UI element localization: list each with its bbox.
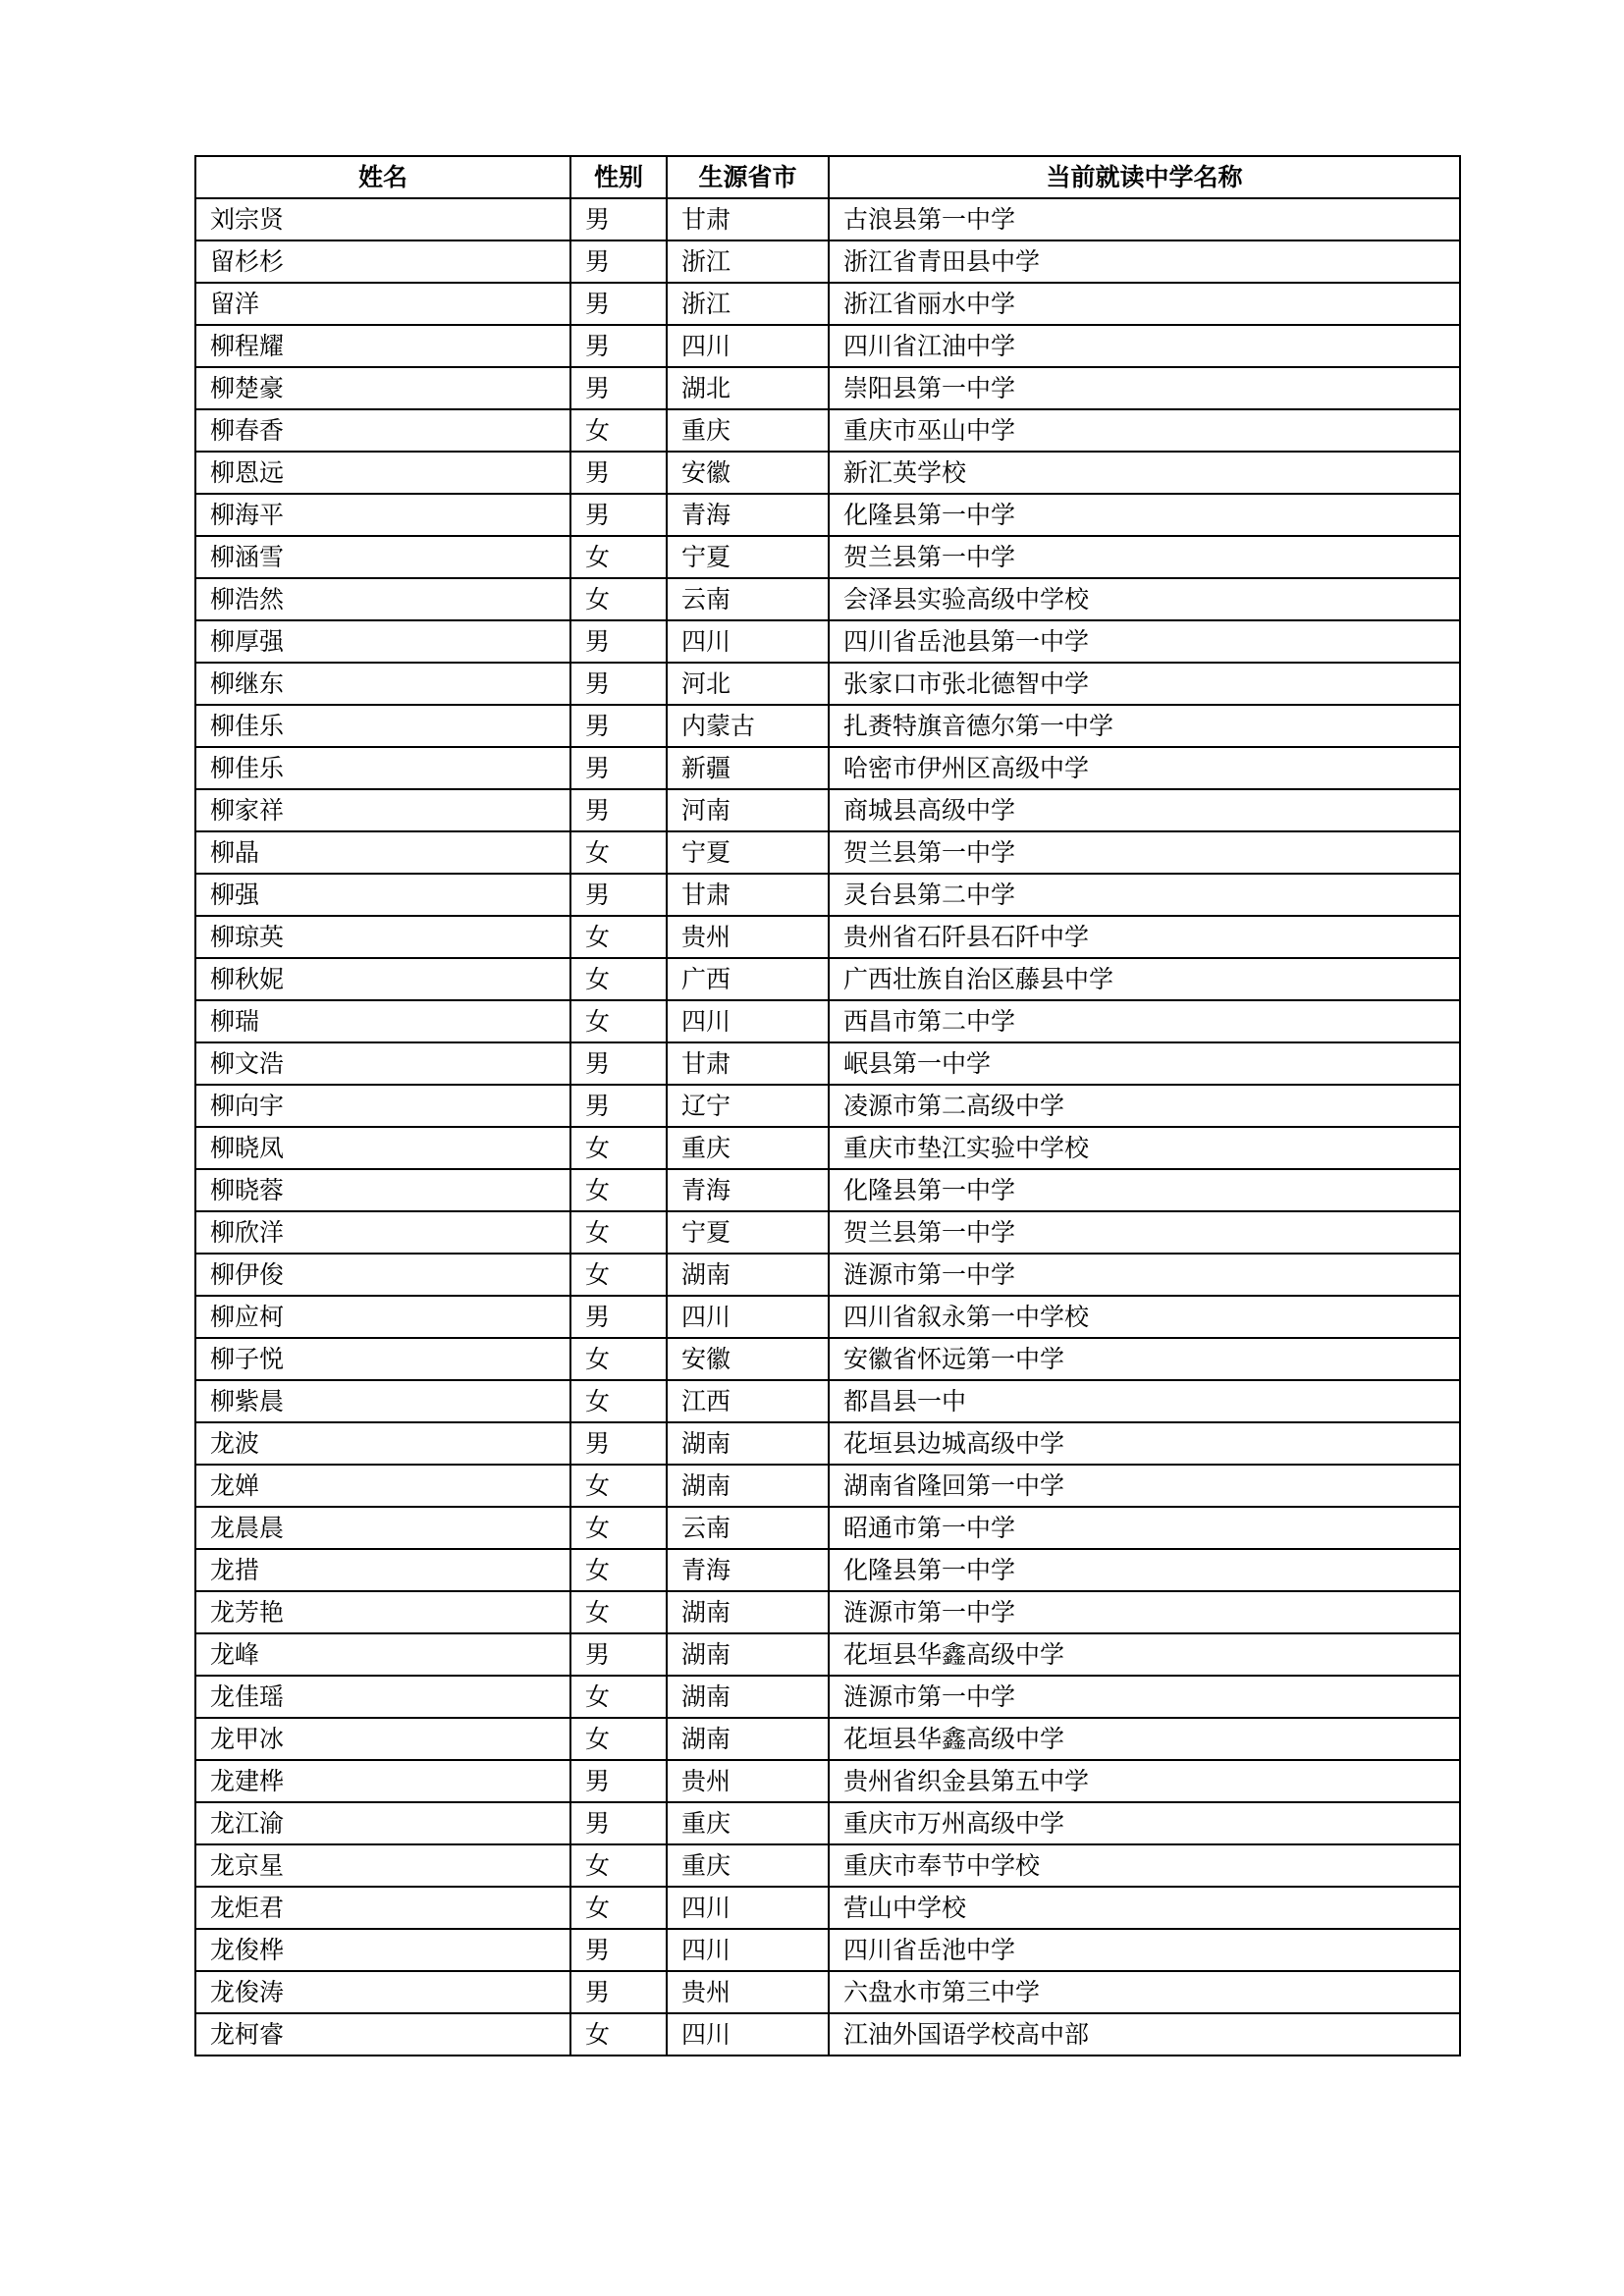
table-row: [195, 198, 1460, 240]
cell-province: 宁夏: [667, 1211, 829, 1254]
cell-school: 贺兰县第一中学: [829, 831, 1460, 874]
table-row: [195, 1718, 1460, 1760]
cell-province: 湖南: [667, 1254, 829, 1296]
cell-gender: 男: [570, 747, 667, 789]
cell-gender: 男: [570, 789, 667, 831]
table-row: [195, 1676, 1460, 1718]
cell-school: 崇阳县第一中学: [829, 367, 1460, 409]
cell-gender: 男: [570, 240, 667, 283]
cell-province: 重庆: [667, 1802, 829, 1844]
cell-gender: 女: [570, 1465, 667, 1507]
table-row: [195, 1760, 1460, 1802]
cell-gender: 女: [570, 536, 667, 578]
table-row: [195, 536, 1460, 578]
cell-gender: 女: [570, 958, 667, 1000]
cell-province: 云南: [667, 1507, 829, 1549]
cell-school: 贺兰县第一中学: [829, 536, 1460, 578]
cell-name: 柳家祥: [195, 789, 570, 831]
table-row: [195, 283, 1460, 325]
cell-name: 柳瑞: [195, 1000, 570, 1042]
cell-province: 青海: [667, 1549, 829, 1591]
cell-name: 龙柯睿: [195, 2013, 570, 2056]
cell-school: 哈密市伊州区高级中学: [829, 747, 1460, 789]
cell-school: 灵台县第二中学: [829, 874, 1460, 916]
cell-school: 营山中学校: [829, 1887, 1460, 1929]
cell-name: 柳伊俊: [195, 1254, 570, 1296]
cell-gender: 男: [570, 367, 667, 409]
cell-school: 凌源市第二高级中学: [829, 1085, 1460, 1127]
cell-name: 刘宗贤: [195, 198, 570, 240]
cell-school: 贺兰县第一中学: [829, 1211, 1460, 1254]
cell-school: 会泽县实验高级中学校: [829, 578, 1460, 620]
cell-gender: 女: [570, 916, 667, 958]
cell-province: 宁夏: [667, 536, 829, 578]
cell-gender: 男: [570, 1633, 667, 1676]
cell-province: 浙江: [667, 283, 829, 325]
cell-name: 柳晶: [195, 831, 570, 874]
table-row: [195, 1802, 1460, 1844]
cell-province: 云南: [667, 578, 829, 620]
cell-province: 四川: [667, 1296, 829, 1338]
table-row: [195, 1338, 1460, 1380]
cell-province: 四川: [667, 1929, 829, 1971]
cell-gender: 男: [570, 1929, 667, 1971]
table-row: [195, 1169, 1460, 1211]
cell-province: 青海: [667, 1169, 829, 1211]
cell-name: 龙晨晨: [195, 1507, 570, 1549]
table-row: [195, 1507, 1460, 1549]
cell-gender: 女: [570, 831, 667, 874]
cell-gender: 男: [570, 705, 667, 747]
cell-school: 扎赉特旗音德尔第一中学: [829, 705, 1460, 747]
cell-school: 江油外国语学校高中部: [829, 2013, 1460, 2056]
cell-name: 柳强: [195, 874, 570, 916]
cell-name: 柳向宇: [195, 1085, 570, 1127]
cell-school: 浙江省丽水中学: [829, 283, 1460, 325]
cell-province: 浙江: [667, 240, 829, 283]
cell-province: 广西: [667, 958, 829, 1000]
table-row: [195, 1971, 1460, 2013]
table-row: [195, 1380, 1460, 1422]
table-row: [195, 1844, 1460, 1887]
cell-province: 贵州: [667, 1971, 829, 2013]
table-row: [195, 367, 1460, 409]
table-row: [195, 1887, 1460, 1929]
cell-province: 江西: [667, 1380, 829, 1422]
table-row: [195, 1211, 1460, 1254]
cell-school: 湖南省隆回第一中学: [829, 1465, 1460, 1507]
cell-province: 安徽: [667, 452, 829, 494]
cell-gender: 男: [570, 1422, 667, 1465]
cell-province: 四川: [667, 2013, 829, 2056]
cell-gender: 女: [570, 578, 667, 620]
cell-name: 龙建桦: [195, 1760, 570, 1802]
cell-school: 化隆县第一中学: [829, 494, 1460, 536]
header-gender: 性别: [570, 156, 667, 198]
cell-province: 重庆: [667, 1127, 829, 1169]
cell-name: 龙波: [195, 1422, 570, 1465]
cell-name: 柳佳乐: [195, 747, 570, 789]
cell-name: 龙芳艳: [195, 1591, 570, 1633]
cell-gender: 女: [570, 1000, 667, 1042]
cell-name: 柳继东: [195, 663, 570, 705]
cell-province: 青海: [667, 494, 829, 536]
table-row: [195, 452, 1460, 494]
cell-province: 湖南: [667, 1676, 829, 1718]
student-table: [194, 155, 1461, 2056]
cell-school: 商城县高级中学: [829, 789, 1460, 831]
cell-school: 张家口市张北德智中学: [829, 663, 1460, 705]
cell-province: 四川: [667, 325, 829, 367]
cell-name: 龙京星: [195, 1844, 570, 1887]
cell-school: 涟源市第一中学: [829, 1254, 1460, 1296]
cell-school: 重庆市巫山中学: [829, 409, 1460, 452]
table-row: [195, 2013, 1460, 2056]
cell-gender: 女: [570, 1676, 667, 1718]
cell-school: 新汇英学校: [829, 452, 1460, 494]
table-row: [195, 1929, 1460, 1971]
table-row: [195, 1591, 1460, 1633]
cell-school: 岷县第一中学: [829, 1042, 1460, 1085]
cell-gender: 女: [570, 1127, 667, 1169]
cell-gender: 男: [570, 452, 667, 494]
cell-province: 四川: [667, 1000, 829, 1042]
cell-gender: 男: [570, 1971, 667, 2013]
cell-name: 柳恩远: [195, 452, 570, 494]
cell-gender: 男: [570, 620, 667, 663]
cell-name: 柳晓蓉: [195, 1169, 570, 1211]
table-row: [195, 1085, 1460, 1127]
cell-school: 古浪县第一中学: [829, 198, 1460, 240]
header-province: 生源省市: [667, 156, 829, 198]
cell-school: 四川省江油中学: [829, 325, 1460, 367]
table-header-row: [195, 156, 1460, 198]
cell-gender: 女: [570, 1380, 667, 1422]
cell-school: 昭通市第一中学: [829, 1507, 1460, 1549]
cell-gender: 男: [570, 1296, 667, 1338]
cell-name: 柳浩然: [195, 578, 570, 620]
cell-gender: 女: [570, 1549, 667, 1591]
cell-school: 贵州省织金县第五中学: [829, 1760, 1460, 1802]
table-row: [195, 831, 1460, 874]
cell-gender: 男: [570, 494, 667, 536]
table-row: [195, 663, 1460, 705]
cell-school: 浙江省青田县中学: [829, 240, 1460, 283]
table-row: [195, 958, 1460, 1000]
cell-gender: 男: [570, 1042, 667, 1085]
cell-name: 柳厚强: [195, 620, 570, 663]
cell-gender: 男: [570, 1802, 667, 1844]
cell-gender: 男: [570, 874, 667, 916]
cell-province: 湖南: [667, 1591, 829, 1633]
table-row: [195, 916, 1460, 958]
cell-school: 涟源市第一中学: [829, 1591, 1460, 1633]
cell-province: 湖南: [667, 1633, 829, 1676]
cell-province: 重庆: [667, 1844, 829, 1887]
cell-province: 湖北: [667, 367, 829, 409]
cell-name: 柳欣洋: [195, 1211, 570, 1254]
cell-school: 四川省岳池县第一中学: [829, 620, 1460, 663]
cell-province: 安徽: [667, 1338, 829, 1380]
cell-name: 柳紫晨: [195, 1380, 570, 1422]
table-row: [195, 1422, 1460, 1465]
cell-name: 柳琼英: [195, 916, 570, 958]
cell-school: 贵州省石阡县石阡中学: [829, 916, 1460, 958]
table-row: [195, 1549, 1460, 1591]
cell-name: 龙甲冰: [195, 1718, 570, 1760]
cell-name: 留杉杉: [195, 240, 570, 283]
cell-name: 柳应柯: [195, 1296, 570, 1338]
cell-province: 贵州: [667, 1760, 829, 1802]
cell-name: 柳海平: [195, 494, 570, 536]
cell-gender: 男: [570, 325, 667, 367]
cell-province: 四川: [667, 1887, 829, 1929]
cell-name: 龙佳瑶: [195, 1676, 570, 1718]
cell-school: 安徽省怀远第一中学: [829, 1338, 1460, 1380]
cell-province: 河南: [667, 789, 829, 831]
cell-gender: 女: [570, 1507, 667, 1549]
cell-gender: 女: [570, 1254, 667, 1296]
cell-province: 四川: [667, 620, 829, 663]
cell-province: 内蒙古: [667, 705, 829, 747]
table-row: [195, 1465, 1460, 1507]
cell-school: 六盘水市第三中学: [829, 1971, 1460, 2013]
cell-province: 甘肃: [667, 1042, 829, 1085]
cell-gender: 女: [570, 1718, 667, 1760]
cell-school: 花垣县边城高级中学: [829, 1422, 1460, 1465]
table-row: [195, 325, 1460, 367]
cell-gender: 女: [570, 2013, 667, 2056]
cell-name: 柳秋妮: [195, 958, 570, 1000]
cell-name: 龙婵: [195, 1465, 570, 1507]
table-row: [195, 874, 1460, 916]
cell-province: 宁夏: [667, 831, 829, 874]
cell-gender: 男: [570, 198, 667, 240]
cell-name: 柳佳乐: [195, 705, 570, 747]
cell-name: 柳文浩: [195, 1042, 570, 1085]
cell-gender: 女: [570, 1169, 667, 1211]
cell-province: 甘肃: [667, 198, 829, 240]
cell-gender: 女: [570, 1591, 667, 1633]
cell-name: 龙炬君: [195, 1887, 570, 1929]
cell-province: 甘肃: [667, 874, 829, 916]
table-row: [195, 705, 1460, 747]
cell-name: 龙措: [195, 1549, 570, 1591]
table-row: [195, 1254, 1460, 1296]
table-row: [195, 1296, 1460, 1338]
cell-school: 花垣县华鑫高级中学: [829, 1718, 1460, 1760]
cell-gender: 男: [570, 1085, 667, 1127]
cell-name: 柳楚豪: [195, 367, 570, 409]
cell-school: 化隆县第一中学: [829, 1549, 1460, 1591]
cell-province: 湖南: [667, 1718, 829, 1760]
cell-name: 柳程耀: [195, 325, 570, 367]
table-row: [195, 747, 1460, 789]
cell-gender: 男: [570, 663, 667, 705]
cell-school: 四川省叙永第一中学校: [829, 1296, 1460, 1338]
cell-name: 龙俊桦: [195, 1929, 570, 1971]
cell-gender: 男: [570, 283, 667, 325]
cell-school: 广西壮族自治区藤县中学: [829, 958, 1460, 1000]
table-row: [195, 1633, 1460, 1676]
cell-province: 辽宁: [667, 1085, 829, 1127]
cell-school: 化隆县第一中学: [829, 1169, 1460, 1211]
cell-name: 留洋: [195, 283, 570, 325]
cell-gender: 女: [570, 1887, 667, 1929]
cell-name: 柳晓凤: [195, 1127, 570, 1169]
cell-province: 湖南: [667, 1465, 829, 1507]
cell-province: 湖南: [667, 1422, 829, 1465]
cell-province: 河北: [667, 663, 829, 705]
table-row: [195, 240, 1460, 283]
table-row: [195, 1127, 1460, 1169]
cell-province: 重庆: [667, 409, 829, 452]
header-name: 姓名: [195, 156, 570, 198]
cell-school: 重庆市奉节中学校: [829, 1844, 1460, 1887]
cell-gender: 男: [570, 1760, 667, 1802]
cell-province: 新疆: [667, 747, 829, 789]
cell-school: 重庆市万州高级中学: [829, 1802, 1460, 1844]
cell-gender: 女: [570, 1844, 667, 1887]
table-row: [195, 1000, 1460, 1042]
table-row: [195, 409, 1460, 452]
cell-school: 涟源市第一中学: [829, 1676, 1460, 1718]
cell-gender: 女: [570, 1211, 667, 1254]
table-row: [195, 578, 1460, 620]
cell-name: 龙俊涛: [195, 1971, 570, 2013]
cell-school: 花垣县华鑫高级中学: [829, 1633, 1460, 1676]
table-row: [195, 494, 1460, 536]
cell-name: 柳涵雪: [195, 536, 570, 578]
cell-name: 龙江渝: [195, 1802, 570, 1844]
cell-province: 贵州: [667, 916, 829, 958]
table-row: [195, 620, 1460, 663]
cell-name: 龙峰: [195, 1633, 570, 1676]
cell-gender: 女: [570, 409, 667, 452]
cell-name: 柳子悦: [195, 1338, 570, 1380]
header-school: 当前就读中学名称: [829, 156, 1460, 198]
cell-school: 四川省岳池中学: [829, 1929, 1460, 1971]
cell-gender: 女: [570, 1338, 667, 1380]
cell-name: 柳春香: [195, 409, 570, 452]
cell-school: 都昌县一中: [829, 1380, 1460, 1422]
table-row: [195, 789, 1460, 831]
cell-school: 西昌市第二中学: [829, 1000, 1460, 1042]
table-row: [195, 1042, 1460, 1085]
cell-school: 重庆市垫江实验中学校: [829, 1127, 1460, 1169]
